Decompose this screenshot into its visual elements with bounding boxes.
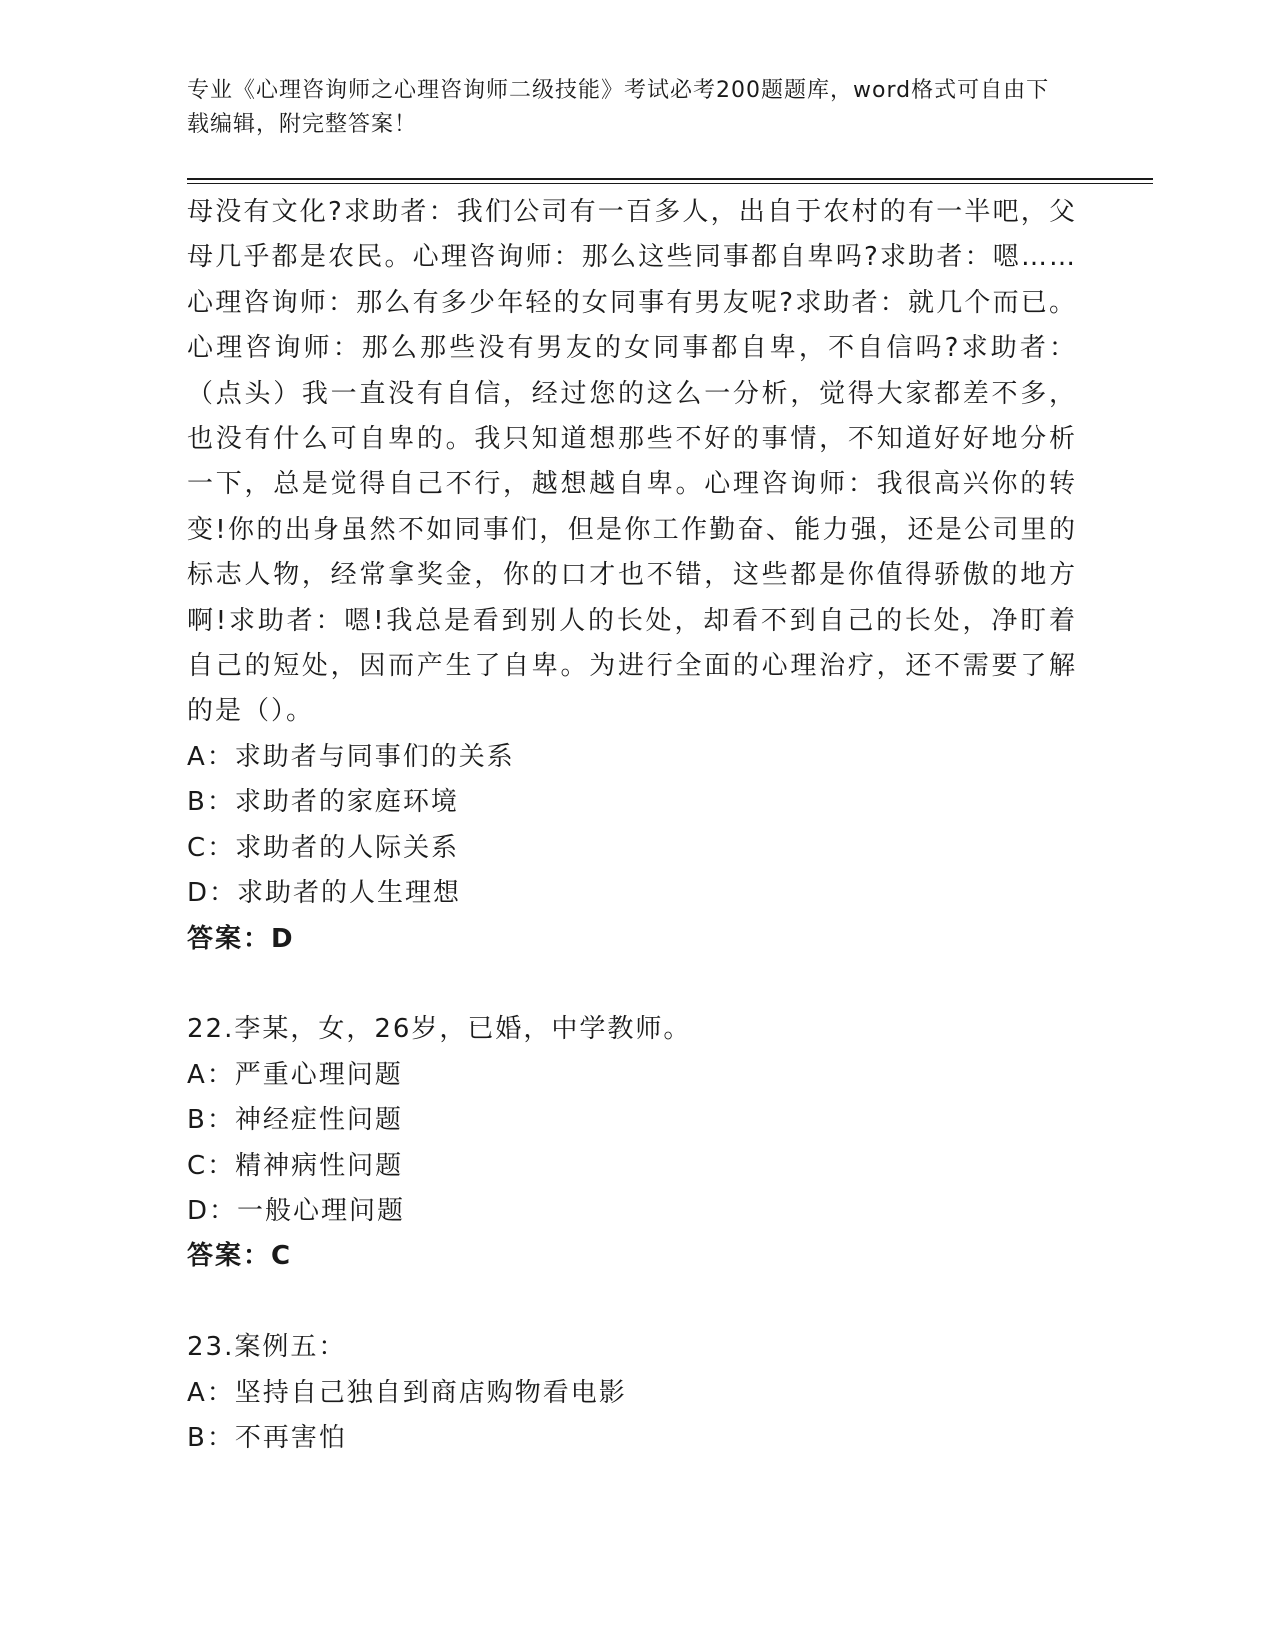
spacer	[187, 962, 1077, 1007]
header-rule-thin	[187, 183, 1153, 184]
header-rule-thick	[187, 178, 1153, 180]
document-body	[187, 190, 1077, 1461]
option-c: C：求助者的人际关系	[187, 832, 460, 863]
question-22	[187, 1007, 1077, 1279]
option-a: A：坚持自己独自到商店购物看电影	[187, 1377, 627, 1408]
answer-line: 答案：D	[187, 923, 295, 954]
question-21	[187, 190, 1077, 962]
option-b: B：神经症性问题	[187, 1105, 403, 1136]
option-c: C：精神病性问题	[187, 1150, 404, 1181]
question-23	[187, 1325, 1077, 1461]
option-d: D：求助者的人生理想	[187, 878, 462, 909]
question-stem: 23.案例五：	[187, 1332, 347, 1363]
option-a: A：求助者与同事们的关系	[187, 741, 515, 772]
answer-line: 答案：C	[187, 1241, 293, 1272]
spacer	[187, 1280, 1077, 1325]
page-header-title: 专业《心理咨询师之心理咨询师二级技能》考试必考200题题库，word格式可自由下载编辑，附完整答案！	[187, 78, 1050, 137]
option-b: B：不再害怕	[187, 1422, 347, 1453]
option-d: D：一般心理问题	[187, 1195, 406, 1226]
option-b: B：求助者的家庭环境	[187, 787, 459, 818]
question-stem: 母没有文化?求助者：我们公司有一百多人，出自于农村的有一半吧，父母几乎都是农民。心理咨询师：那么这些同事都自卑吗?求助者：嗯……心理咨询师：那么有多少年轻的女同事有男友呢?求助者：就几个而已。心理咨询师：那么那些没有男友的女同事都自卑，不自信吗?求助者：（点头）我一直没有自信，经过您的这么一分析，觉得大家都差不多，也没有什么可自卑的。我只知道想那些不好的事情，不知道好好地分析一下，总是觉得自己不行，越想越自卑。心理咨询师：我很高兴你的转变!你的出身虽然不如同事们，但是你工作勤奋、能力强，还是公司里的标志人物，经常拿奖金，你的口才也不错，这些都是你值得骄傲的地方啊!求助者：嗯!我总是看到别人的长处，却看不到自己的长处，净盯着自己的短处，因而产生了自卑。为进行全面的心理治疗，还不需要了解的是（）。	[187, 197, 1077, 727]
option-a: A：严重心理问题	[187, 1059, 403, 1090]
question-stem: 22.李某，女，26岁，已婚，中学教师。	[187, 1014, 692, 1045]
